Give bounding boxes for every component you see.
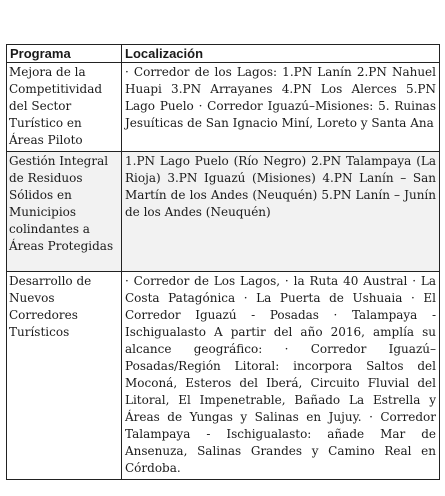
- programa-cell: Mejora de la Competitividad del Sector Turístico en Áreas Piloto: [7, 63, 122, 152]
- programa-cell: Gestión Integral de Residuos Sólidos en Municipios colindantes a Áreas Protegidas: [7, 152, 122, 272]
- table-header-row: [7, 45, 440, 63]
- programs-table: [6, 44, 440, 480]
- table-row: [7, 152, 440, 272]
- localizacion-cell: · Corredor de los Lagos: 1.PN Lanín 2.PN Nahuel Huapi 3.PN Arrayanes 4.PN Los Alerces 5.PN Lago Puelo · Corredor Iguazú–Misiones: 5. Ruinas Jesuíticas de San Ignacio Miní, Loreto y Santa Ana: [122, 63, 440, 152]
- table-row: [7, 272, 440, 480]
- localizacion-cell: 1.PN Lago Puelo (Río Negro) 2.PN Talampaya (La Rioja) 3.PN Iguazú (Misiones) 4.PN Lanín – San Martín de los Andes (Neuquén) 5.PN Lanín – Junín de los Andes (Neuquén): [122, 152, 440, 272]
- table-row: [7, 63, 440, 152]
- localizacion-cell: · Corredor de Los Lagos, · la Ruta 40 Austral · La Costa Patagónica · La Puerta de Ushuaia · El Corredor Iguazú - Posadas · Talampaya - Ischigualasto A partir del año 2016, amplía su alcance geográfico: · Corredor Iguazú–Posadas/Región Litoral: incorpora Saltos del Moconá, Esteros del Iberá, Circuito Fluvial del Litoral, El Impenetrable, Bañado La Estrella y Áreas de Yungas y Salinas en Jujuy. · Corredor Talampaya - Ischigualasto: añade Mar de Ansenuza, Salinas Grandes y Camino Real en Córdoba.: [122, 272, 440, 480]
- header-programa: Programa: [7, 45, 122, 63]
- programa-cell: Desarrollo de Nuevos Corredores Turísticos: [7, 272, 122, 480]
- header-localizacion: Localización: [122, 45, 440, 63]
